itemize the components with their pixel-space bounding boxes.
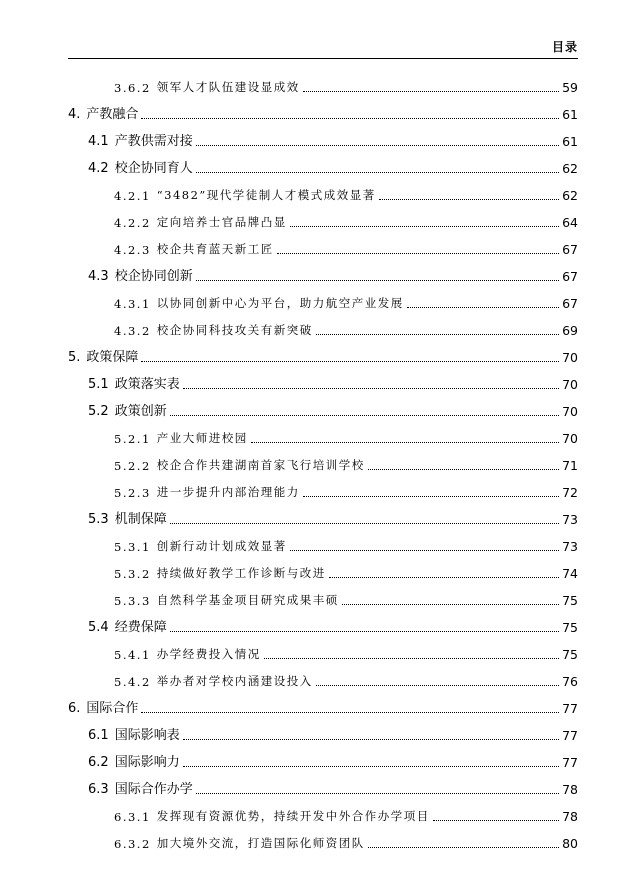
toc-dot-leader bbox=[141, 361, 559, 362]
toc-entry-title: 自然科学基金项目研究成果丰硕 bbox=[156, 593, 339, 607]
toc-entry-title: 创新行动计划成效显著 bbox=[156, 539, 287, 553]
toc-entry-number: 6.3 bbox=[88, 782, 109, 797]
toc-dot-leader bbox=[368, 469, 559, 470]
toc-entry[interactable] bbox=[68, 71, 578, 98]
toc-entry-title: 校企协同创新 bbox=[114, 269, 193, 284]
toc-dot-leader bbox=[170, 415, 559, 416]
toc-page-number: 77 bbox=[562, 728, 578, 743]
toc-dot-leader bbox=[407, 307, 559, 308]
toc-entry-title: 政策创新 bbox=[114, 404, 167, 419]
table-of-contents bbox=[68, 71, 578, 854]
toc-dot-leader bbox=[141, 118, 559, 119]
toc-entry-title: 产业大师进校园 bbox=[156, 431, 248, 445]
toc-dot-leader bbox=[329, 577, 559, 578]
toc-dot-leader bbox=[342, 604, 559, 605]
toc-entry-number: 4.2.3 bbox=[114, 243, 151, 257]
toc-entry[interactable] bbox=[68, 584, 578, 611]
toc-entry[interactable] bbox=[68, 503, 578, 530]
toc-entry-title: 国际合作 bbox=[86, 701, 139, 716]
toc-entry-number: 5.2.2 bbox=[114, 459, 151, 473]
toc-entry-number: 5.3.3 bbox=[114, 594, 151, 608]
toc-dot-leader bbox=[316, 685, 559, 686]
toc-entry-number: 6.2 bbox=[88, 755, 109, 770]
toc-entry[interactable] bbox=[68, 773, 578, 800]
toc-dot-leader bbox=[170, 523, 559, 524]
toc-entry[interactable] bbox=[68, 206, 578, 233]
toc-page-number: 77 bbox=[562, 701, 578, 716]
toc-page-number: 78 bbox=[562, 782, 578, 797]
toc-dot-leader bbox=[196, 793, 559, 794]
toc-entry-number: 4.2.2 bbox=[114, 216, 151, 230]
toc-entry[interactable] bbox=[68, 98, 578, 125]
toc-entry-title: 持续做好教学工作诊断与改进 bbox=[156, 566, 326, 580]
toc-dot-leader bbox=[303, 91, 559, 92]
toc-entry-number: 6.3.1 bbox=[114, 810, 151, 824]
toc-entry-number: 4.2 bbox=[88, 161, 109, 176]
toc-entry-number: 4. bbox=[68, 107, 81, 122]
toc-entry-number: 4.2.1 bbox=[114, 189, 151, 203]
toc-entry-title: 国际影响力 bbox=[114, 755, 180, 770]
toc-entry[interactable] bbox=[68, 179, 578, 206]
toc-page-number: 67 bbox=[562, 242, 578, 257]
toc-entry-title: 产教供需对接 bbox=[114, 134, 193, 149]
toc-dot-leader bbox=[183, 766, 559, 767]
toc-page-number: 73 bbox=[562, 512, 578, 527]
toc-entry-number: 5.3.2 bbox=[114, 567, 151, 581]
toc-page-number: 67 bbox=[562, 269, 578, 284]
toc-entry-number: 5.4.2 bbox=[114, 675, 151, 689]
toc-entry[interactable] bbox=[68, 125, 578, 152]
toc-entry-title: 政策保障 bbox=[86, 350, 139, 365]
toc-page-number: 74 bbox=[562, 566, 578, 581]
toc-dot-leader bbox=[196, 145, 559, 146]
toc-page-number: 62 bbox=[562, 161, 578, 176]
toc-entry[interactable] bbox=[68, 422, 578, 449]
toc-dot-leader bbox=[196, 280, 559, 281]
toc-entry[interactable] bbox=[68, 395, 578, 422]
toc-dot-leader bbox=[290, 226, 559, 227]
toc-entry-number: 5.3.1 bbox=[114, 540, 151, 554]
toc-dot-leader bbox=[170, 631, 559, 632]
toc-entry-title: “3482”现代学徒制人才模式成效显著 bbox=[156, 188, 376, 202]
toc-entry[interactable] bbox=[68, 800, 578, 827]
toc-entry[interactable] bbox=[68, 746, 578, 773]
toc-entry-number: 5.4 bbox=[88, 620, 109, 635]
toc-entry[interactable] bbox=[68, 476, 578, 503]
toc-page-number: 80 bbox=[562, 836, 578, 851]
toc-entry[interactable] bbox=[68, 368, 578, 395]
toc-entry-title: 校企协同科技攻关有新突破 bbox=[156, 323, 313, 337]
toc-page-number: 75 bbox=[562, 620, 578, 635]
toc-dot-leader bbox=[183, 739, 559, 740]
toc-entry-title: 加大境外交流，打造国际化师资团队 bbox=[156, 836, 365, 850]
toc-entry-number: 5.1 bbox=[88, 377, 109, 392]
toc-dot-leader bbox=[264, 658, 559, 659]
toc-entry[interactable] bbox=[68, 260, 578, 287]
toc-entry-number: 5.2.1 bbox=[114, 432, 151, 446]
toc-page-number: 59 bbox=[562, 80, 578, 95]
toc-page-number: 70 bbox=[562, 377, 578, 392]
toc-entry-number: 5.4.1 bbox=[114, 648, 151, 662]
toc-entry[interactable] bbox=[68, 233, 578, 260]
toc-entry-title: 发挥现有资源优势，持续开发中外合作办学项目 bbox=[156, 809, 430, 823]
toc-entry-number: 6.1 bbox=[88, 728, 109, 743]
toc-entry[interactable] bbox=[68, 827, 578, 854]
toc-page-number: 62 bbox=[562, 188, 578, 203]
toc-entry[interactable] bbox=[68, 341, 578, 368]
toc-entry[interactable] bbox=[68, 314, 578, 341]
toc-dot-leader bbox=[368, 847, 559, 848]
header-title: 目录 bbox=[551, 40, 578, 54]
toc-dot-leader bbox=[277, 253, 559, 254]
toc-page-number: 64 bbox=[562, 215, 578, 230]
toc-page-number: 70 bbox=[562, 404, 578, 419]
toc-entry-title: 校企协同育人 bbox=[114, 161, 193, 176]
toc-dot-leader bbox=[316, 334, 559, 335]
toc-entry-title: 校企合作共建湖南首家飞行培训学校 bbox=[156, 458, 365, 472]
toc-dot-leader bbox=[433, 820, 559, 821]
toc-dot-leader bbox=[303, 496, 559, 497]
toc-entry[interactable] bbox=[68, 692, 578, 719]
toc-entry[interactable] bbox=[68, 611, 578, 638]
toc-dot-leader bbox=[196, 172, 559, 173]
toc-entry[interactable] bbox=[68, 557, 578, 584]
toc-entry-number: 4.1 bbox=[88, 134, 109, 149]
toc-page-number: 75 bbox=[562, 647, 578, 662]
toc-entry-title: 举办者对学校内涵建设投入 bbox=[156, 674, 313, 688]
toc-entry-number: 4.3.1 bbox=[114, 297, 151, 311]
toc-entry-number: 5.2 bbox=[88, 404, 109, 419]
toc-page-number: 61 bbox=[562, 107, 578, 122]
page-header bbox=[68, 36, 578, 59]
toc-entry-number: 3.6.2 bbox=[114, 81, 151, 95]
toc-entry-title: 定向培养士官品牌凸显 bbox=[156, 215, 287, 229]
toc-entry-number: 5.3 bbox=[88, 512, 109, 527]
toc-entry-title: 办学经费投入情况 bbox=[156, 647, 261, 661]
toc-entry-title: 国际合作办学 bbox=[114, 782, 193, 797]
toc-dot-leader bbox=[141, 712, 559, 713]
toc-entry[interactable] bbox=[68, 719, 578, 746]
toc-entry-title: 校企共育蓝天新工匠 bbox=[156, 242, 274, 256]
toc-entry-number: 4.3 bbox=[88, 269, 109, 284]
toc-entry-number: 5. bbox=[68, 350, 81, 365]
toc-dot-leader bbox=[251, 442, 559, 443]
toc-page-number: 61 bbox=[562, 134, 578, 149]
toc-entry-title: 以协同创新中心为平台，助力航空产业发展 bbox=[156, 296, 404, 310]
toc-entry-title: 领军人才队伍建设显成效 bbox=[156, 80, 300, 94]
toc-page-number: 78 bbox=[562, 809, 578, 824]
toc-entry-title: 机制保障 bbox=[114, 512, 167, 527]
toc-page-number: 71 bbox=[562, 458, 578, 473]
toc-entry[interactable] bbox=[68, 530, 578, 557]
toc-entry[interactable] bbox=[68, 287, 578, 314]
toc-entry-title: 政策落实表 bbox=[114, 377, 180, 392]
toc-entry-title: 产教融合 bbox=[86, 107, 139, 122]
toc-page-number: 76 bbox=[562, 674, 578, 689]
toc-entry[interactable] bbox=[68, 449, 578, 476]
toc-entry-title: 经费保障 bbox=[114, 620, 167, 635]
toc-dot-leader bbox=[290, 550, 559, 551]
toc-page-number: 69 bbox=[562, 323, 578, 338]
toc-page-number: 70 bbox=[562, 350, 578, 365]
toc-entry-number: 4.3.2 bbox=[114, 324, 151, 338]
toc-page-number: 70 bbox=[562, 431, 578, 446]
toc-entry-title: 国际影响表 bbox=[114, 728, 180, 743]
toc-page-number: 67 bbox=[562, 296, 578, 311]
toc-page-number: 75 bbox=[562, 593, 578, 608]
toc-entry-title: 进一步提升内部治理能力 bbox=[156, 485, 300, 499]
toc-dot-leader bbox=[379, 199, 559, 200]
toc-entry-number: 5.2.3 bbox=[114, 486, 151, 500]
toc-entry[interactable] bbox=[68, 638, 578, 665]
toc-page-number: 77 bbox=[562, 755, 578, 770]
toc-page-number: 72 bbox=[562, 485, 578, 500]
toc-entry-number: 6.3.2 bbox=[114, 837, 151, 851]
toc-entry[interactable] bbox=[68, 152, 578, 179]
toc-entry[interactable] bbox=[68, 665, 578, 692]
toc-page-number: 73 bbox=[562, 539, 578, 554]
toc-dot-leader bbox=[183, 388, 559, 389]
toc-entry-number: 6. bbox=[68, 701, 81, 716]
